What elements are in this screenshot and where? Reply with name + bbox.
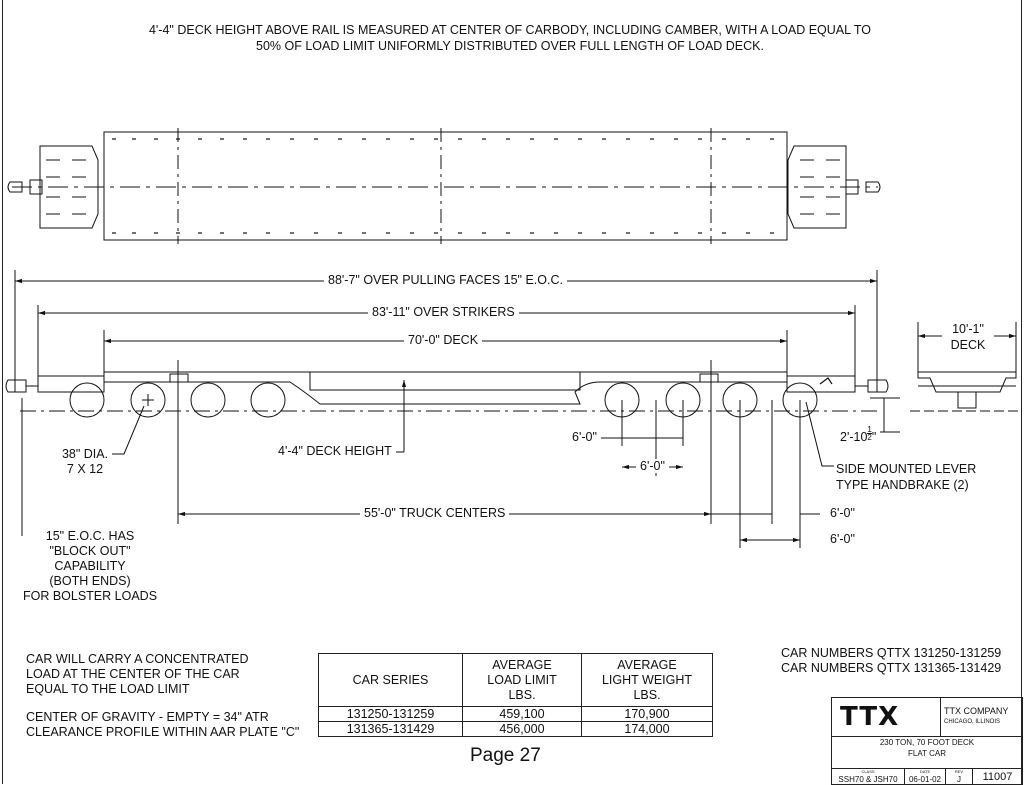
header-line: LBS. [633,687,661,702]
table-cell: 459,100 [463,707,582,722]
title-block-divider [940,698,941,736]
description-line: 230 TON, 70 FOOT DECK [879,738,975,747]
dim-over-strikers: 83'-11" OVER STRIKERS [368,305,519,319]
header-line: LBS. [508,687,536,702]
eoc-callout: CAPABILITY [54,559,126,573]
title-block-header [832,698,1022,737]
page-number: Page 27 [470,745,541,766]
header-line: AVERAGE [617,657,677,672]
side-elevation [6,372,888,417]
dim-axle-spacing: 6'-0" [568,430,601,444]
car-description [832,737,1022,759]
dim-deck-height: 4'-4" DECK HEIGHT [274,444,396,458]
title-block [831,697,1023,785]
header-line: CAR SERIES [352,672,429,687]
header-car-series [319,654,463,707]
rev-label: REV [954,769,964,774]
deck-plan [104,132,787,240]
note-line: CENTER OF GRAVITY - EMPTY = 34" ATR [26,710,269,724]
note-line: CLEARANCE PROFILE WITHIN AAR PLATE "C" [26,725,300,739]
class-label: CLASS [861,769,875,774]
wheel [70,383,104,417]
table-cell: 131250-131259 [319,707,463,722]
class-value: SSH70 & JSH70 [838,775,898,784]
header-line: LOAD LIMIT [487,672,557,687]
table-row [319,722,713,737]
wheel-callout: 38" DIA. [61,447,109,461]
header-load-limit [463,654,582,707]
coupler-height-numerator: 1 [867,425,872,434]
eoc-callout: "BLOCK OUT" [49,544,131,558]
note-line: CAR WILL CARRY A CONCENTRATED [26,652,249,666]
header-line: AVERAGE [492,657,552,672]
plan-view [8,128,880,244]
car-numbers: CAR NUMBERS QTTX 131250-131259 [781,646,1002,660]
car-numbers: CAR NUMBERS QTTX 131365-131429 [781,661,1002,675]
header-light-weight [582,654,713,707]
deck-height-note: 4'-4" DECK HEIGHT ABOVE RAIL IS MEASURED AT CENTER OF CARBODY, INCLUDING CAMBER, WITH A LOAD EQUAL TO 50% OF LOAD LIMIT UNIFORMLY DISTRIBUTED OVER FULL LENGTH OF LOAD DECK. [148,23,872,53]
car-series-table [318,653,713,737]
date-value: 06-01-02 [908,775,942,784]
company-name: TTX COMPANY [944,706,1009,716]
ttx-logo: TTX [840,702,900,732]
table-cell: 456,000 [463,722,582,737]
table-row [319,707,713,722]
date-cell [905,769,946,785]
dim-truck-centers: 55'-0" TRUCK CENTERS [360,506,509,520]
title-block-fields [832,768,1022,785]
eoc-callout: (BOTH ENDS) [49,574,131,588]
dim-axle-spacing: 6'-0" [826,532,859,546]
note-line: LOAD AT THE CENTER OF THE CAR [26,667,240,681]
dim-deck-width: 10'-1" [952,322,984,336]
class-cell [832,769,905,785]
date-label: DATE [919,769,931,774]
table-header-row [319,654,713,707]
table-cell: 174,000 [582,722,713,737]
eoc-callout: FOR BOLSTER LOADS [22,589,158,603]
dim-coupler-height [836,426,880,444]
wheel [251,383,285,417]
coupler-height-denominator: 2 [867,433,872,442]
table-cell: 131365-131429 [319,722,463,737]
wheel [191,383,225,417]
dim-over-pulling-faces: 88'-7" OVER PULLING FACES 15" E.O.C. [324,273,567,287]
drawing-number: 11007 [982,771,1013,783]
handbrake-callout: TYPE HANDBRAKE (2) [836,478,969,492]
dim-axle-spacing: 6'-0" [826,506,859,520]
wheel-callout: 7 X 12 [66,462,104,476]
rev-value: J [957,775,961,784]
header-line: LIGHT WEIGHT [601,672,693,687]
coupler-height-inch-mark: " [871,430,877,444]
dim-axle-spacing: 6'-0" [636,459,669,473]
rev-cell [946,769,973,785]
description-line: FLAT CAR [908,749,946,758]
end-view [910,372,1020,411]
dim-deck-length: 70'-0" DECK [404,333,482,347]
coupler-height-whole: 2'-10 [840,430,868,444]
handbrake-callout: SIDE MOUNTED LEVER [836,462,977,476]
dim-deck-width-label: DECK [950,338,986,352]
eoc-callout: 15" E.O.C. HAS [45,529,135,543]
company-location: CHICAGO, ILLINOIS [944,719,1001,725]
table-cell: 170,900 [582,707,713,722]
note-line: EQUAL TO THE LOAD LIMIT [26,682,190,696]
